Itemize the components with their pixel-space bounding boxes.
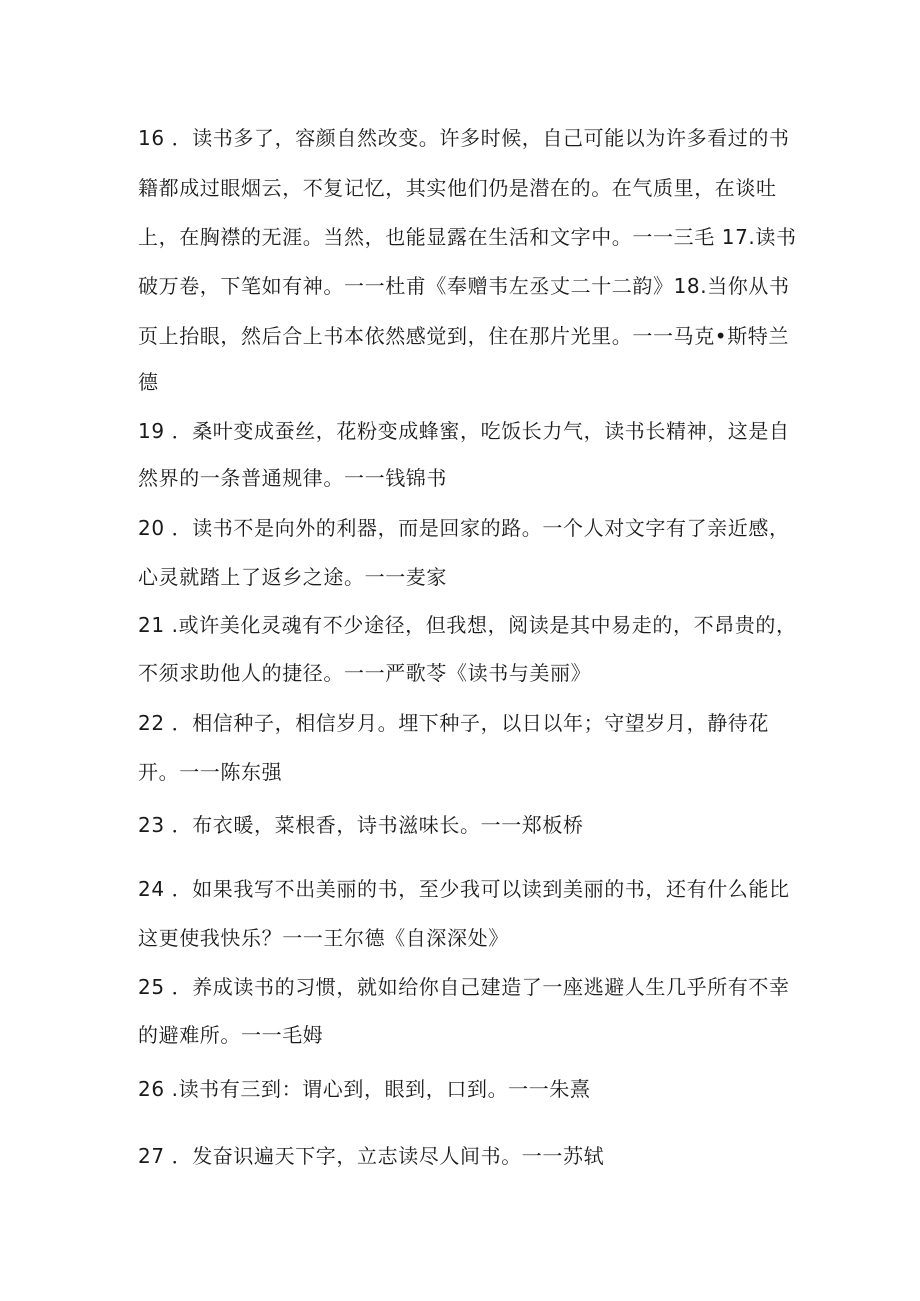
text-line: 26 .读书有三到：谓心到，眼到，口到。一一朱熹 — [138, 1077, 591, 1101]
text-line: 开。一一陈东强 — [138, 760, 283, 784]
text-line: 16 ．读书多了，容颜自然改变。许多时候，自己可能以为许多看过的书 — [138, 126, 790, 150]
text-line: 破万卷，下笔如有神。一一杜甫《奉赠韦左丞丈二十二韵》18.当你从书 — [138, 274, 790, 298]
text-line: 25 ．养成读书的习惯，就如给你自己建造了一座逃避人生几乎所有不幸 — [138, 975, 790, 999]
text-line: 不须求助他人的捷径。一一严歌苓《读书与美丽》 — [138, 661, 592, 685]
text-line: 19 ．桑叶变成蚕丝，花粉变成蜂蜜，吃饭长力气，读书长精神，这是自 — [138, 419, 790, 443]
text-line: 27 ．发奋识遍天下字，立志读尽人间书。一一苏轼 — [138, 1144, 605, 1168]
text-line: 然界的一条普通规律。一一钱锦书 — [138, 466, 447, 490]
text-line: 21 .或许美化灵魂有不少途径，但我想，阅读是其中易走的，不昂贵的， — [138, 613, 797, 637]
text-line: 德 — [138, 370, 159, 394]
text-line: 这更使我快乐？一一王尔德《自深深处》 — [138, 926, 509, 950]
text-line: 24 ．如果我写不出美丽的书，至少我可以读到美丽的书，还有什么能比 — [138, 877, 790, 901]
text-line: 页上抬眼，然后合上书本依然感觉到，住在那片光里。一一马克•斯特兰 — [138, 324, 789, 348]
text-line: 籍都成过眼烟云，不复记忆，其实他们仍是潜在的。在气质里，在谈吐 — [138, 176, 777, 200]
text-line: 心灵就踏上了返乡之途。一一麦家 — [138, 565, 447, 589]
text-line: 的避难所。一一毛姆 — [138, 1023, 324, 1047]
text-line: 上，在胸襟的无涯。当然，也能显露在生活和文字中。一一三毛 17.读书 — [138, 225, 797, 249]
text-line: 20 ．读书不是向外的利器，而是回家的路。一个人对文字有了亲近感， — [138, 516, 790, 540]
text-line: 23 ．布衣暖，菜根香，诗书滋味长。一一郑板桥 — [138, 813, 584, 837]
text-line: 22 ．相信种子，相信岁月。埋下种子，以日以年；守望岁月，静待花 — [138, 711, 770, 735]
